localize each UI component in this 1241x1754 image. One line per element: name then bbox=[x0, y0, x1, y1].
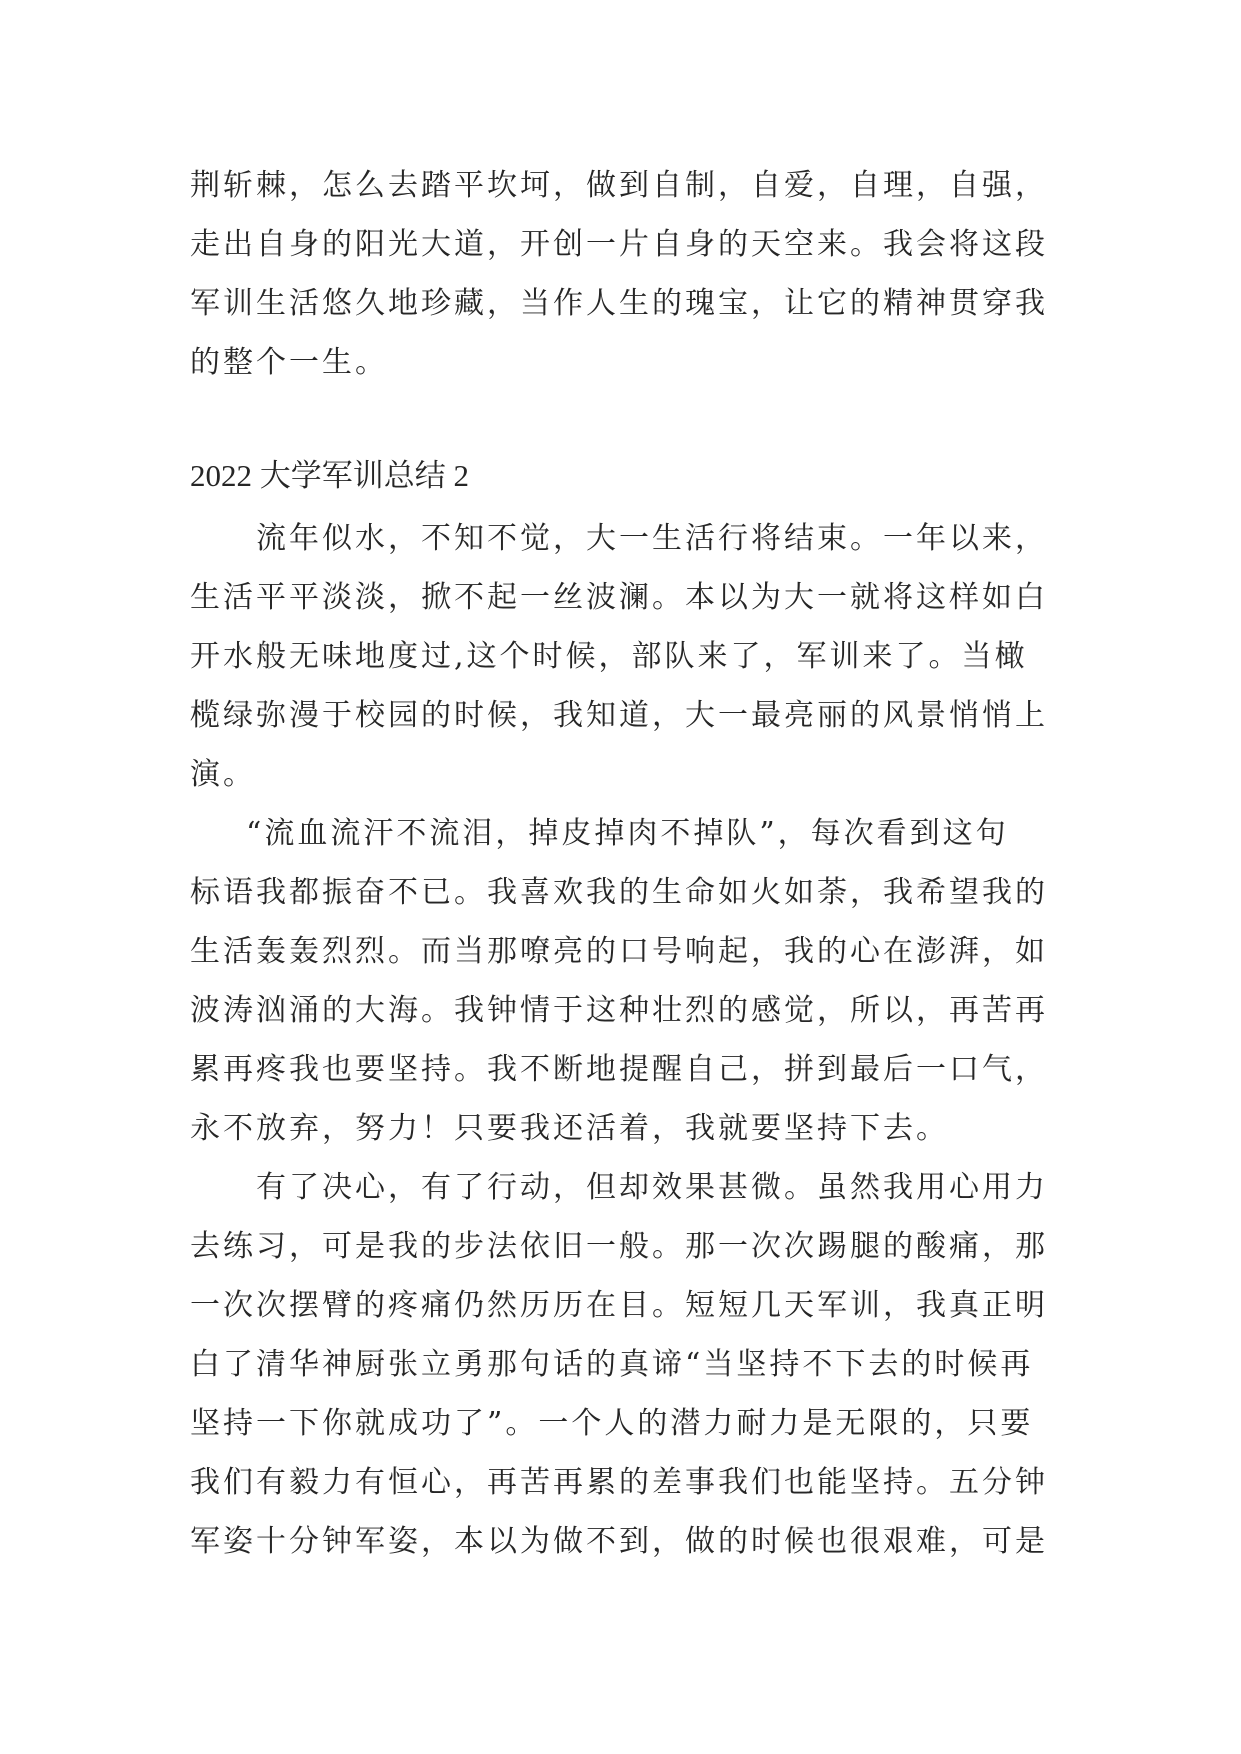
paragraph-first-line: 有了决心，有了行动，但却效果甚微。虽然我用心用力 bbox=[256, 1170, 1048, 1205]
text-line: 标语我都振奋不已。我喜欢我的生命如火如荼，我希望我的 bbox=[190, 875, 1048, 910]
text-line: 走出自身的阳光大道，开创一片自身的天空来。我会将这段 bbox=[190, 227, 1048, 262]
text-line: 永不放弃，努力！只要我还活着，我就要坚持下去。 bbox=[190, 1111, 949, 1146]
paragraph-first-line: “流血流汗不流泪，掉皮掉肉不掉队”，每次看到这句 bbox=[246, 816, 1009, 851]
text-line: 荆斩棘，怎么去踏平坎坷，做到自制，自爱，自理，自强， bbox=[190, 168, 1048, 203]
text-line: 生活平平淡淡，掀不起一丝波澜。本以为大一就将这样如白 bbox=[190, 580, 1048, 615]
section-body bbox=[190, 509, 1070, 1571]
section-heading: 2022 大学军训总结 2 bbox=[190, 458, 469, 493]
text-line: 演。 bbox=[190, 757, 256, 792]
text-line: 开水般无味地度过,这个时候，部队来了，军训来了。当橄 bbox=[190, 639, 1028, 674]
text-line: 我们有毅力有恒心，再苦再累的差事我们也能坚持。五分钟 bbox=[190, 1465, 1048, 1500]
paragraph-continued bbox=[190, 156, 1070, 392]
text-line: 一次次摆臂的疼痛仍然历历在目。短短几天军训，我真正明 bbox=[190, 1288, 1048, 1323]
text-line: 白了清华神厨张立勇那句话的真谛“当坚持不下去的时候再 bbox=[190, 1347, 1034, 1382]
text-line: 波涛汹涌的大海。我钟情于这种壮烈的感觉，所以，再苦再 bbox=[190, 993, 1048, 1028]
text-line: 累再疼我也要坚持。我不断地提醒自己，拼到最后一口气， bbox=[190, 1052, 1048, 1087]
text-line: 生活轰轰烈烈。而当那嘹亮的口号响起，我的心在澎湃，如 bbox=[190, 934, 1048, 969]
paragraph-first-line: 流年似水，不知不觉，大一生活行将结束。一年以来， bbox=[256, 521, 1048, 556]
text-line: 军姿十分钟军姿，本以为做不到，做的时候也很艰难，可是 bbox=[190, 1524, 1048, 1559]
text-line: 榄绿弥漫于校园的时候，我知道，大一最亮丽的风景悄悄上 bbox=[190, 698, 1048, 733]
text-line: 去练习，可是我的步法依旧一般。那一次次踢腿的酸痛，那 bbox=[190, 1229, 1048, 1264]
text-line: 的整个一生。 bbox=[190, 345, 388, 380]
text-line: 军训生活悠久地珍藏，当作人生的瑰宝，让它的精神贯穿我 bbox=[190, 286, 1048, 321]
text-line: 坚持一下你就成功了”。一个人的潜力耐力是无限的，只要 bbox=[190, 1406, 1034, 1441]
